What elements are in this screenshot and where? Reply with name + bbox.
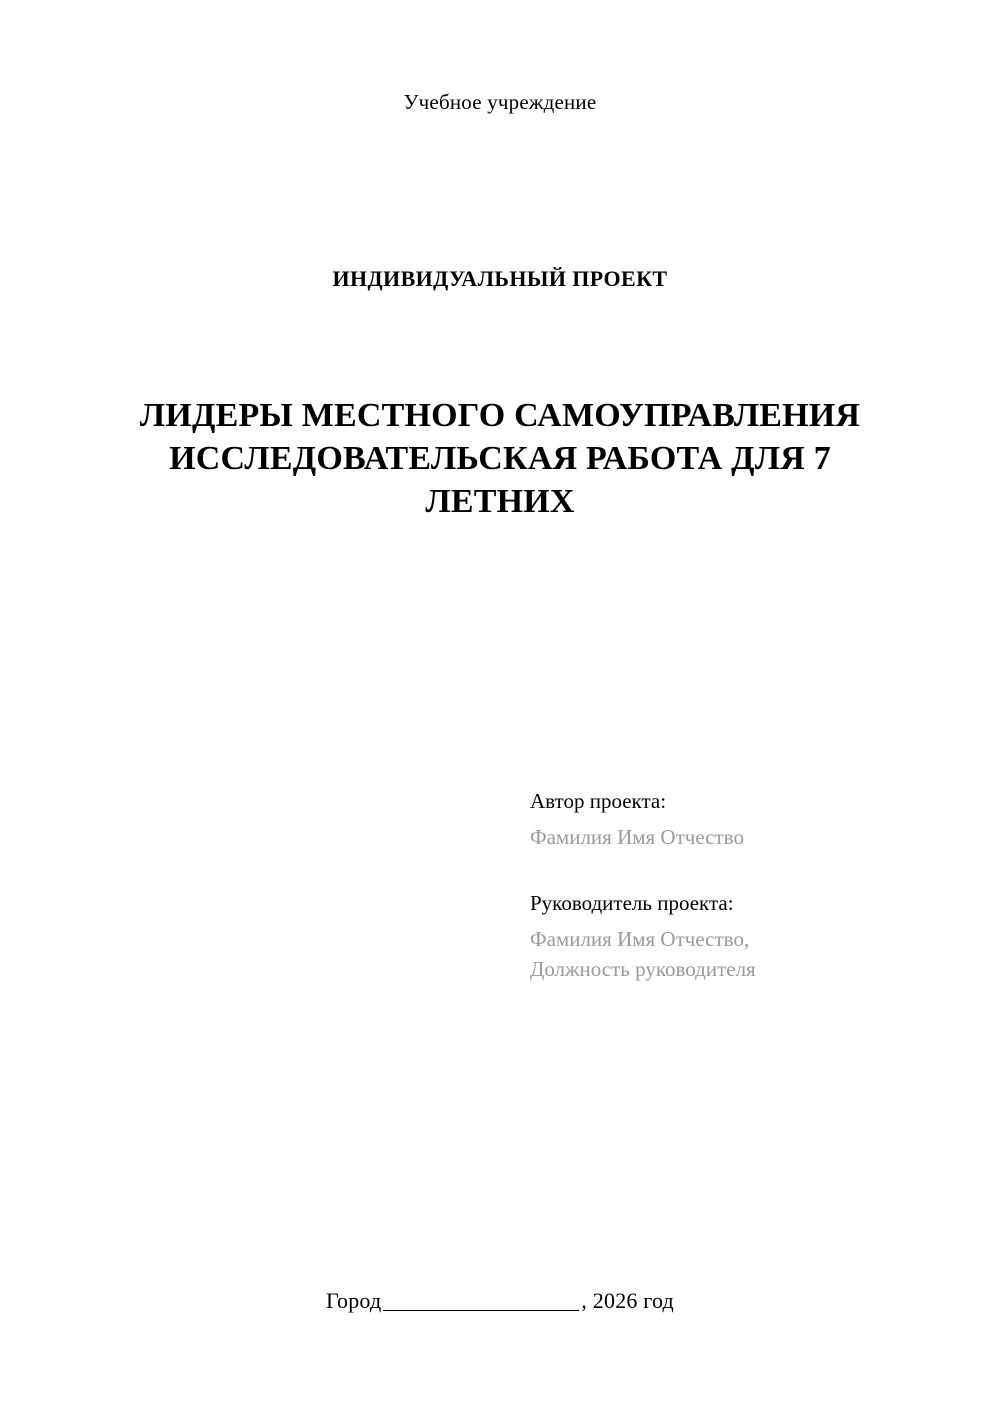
author-label: Автор проекта: [530,789,667,813]
institution-name: Учебное учреждение [403,90,597,114]
author-name-placeholder: Фамилия Имя Отчество [530,825,744,849]
supervisor-position-placeholder: Должность руководителя [530,957,756,981]
supervisor-group [530,888,930,984]
author-group [530,786,930,852]
supervisor-label: Руководитель проекта: [530,891,734,915]
work-type-heading: ИНДИВИДУАЛЬНЫЙ ПРОЕКТ [332,266,668,291]
city-fill-line [383,1310,579,1311]
city-label: Город [326,1288,382,1313]
footer-city-year [0,1288,1000,1314]
credits-block [530,786,930,984]
page-title: ЛИДЕРЫ МЕСТНОГО САМОУПРАВЛЕНИЯ ИССЛЕДОВАТЕЛЬСКАЯ РАБОТА ДЛЯ 7 ЛЕТНИХ [139,397,861,520]
year-text: , 2026 год [581,1288,674,1313]
supervisor-name-placeholder: Фамилия Имя Отчество, [530,927,750,951]
